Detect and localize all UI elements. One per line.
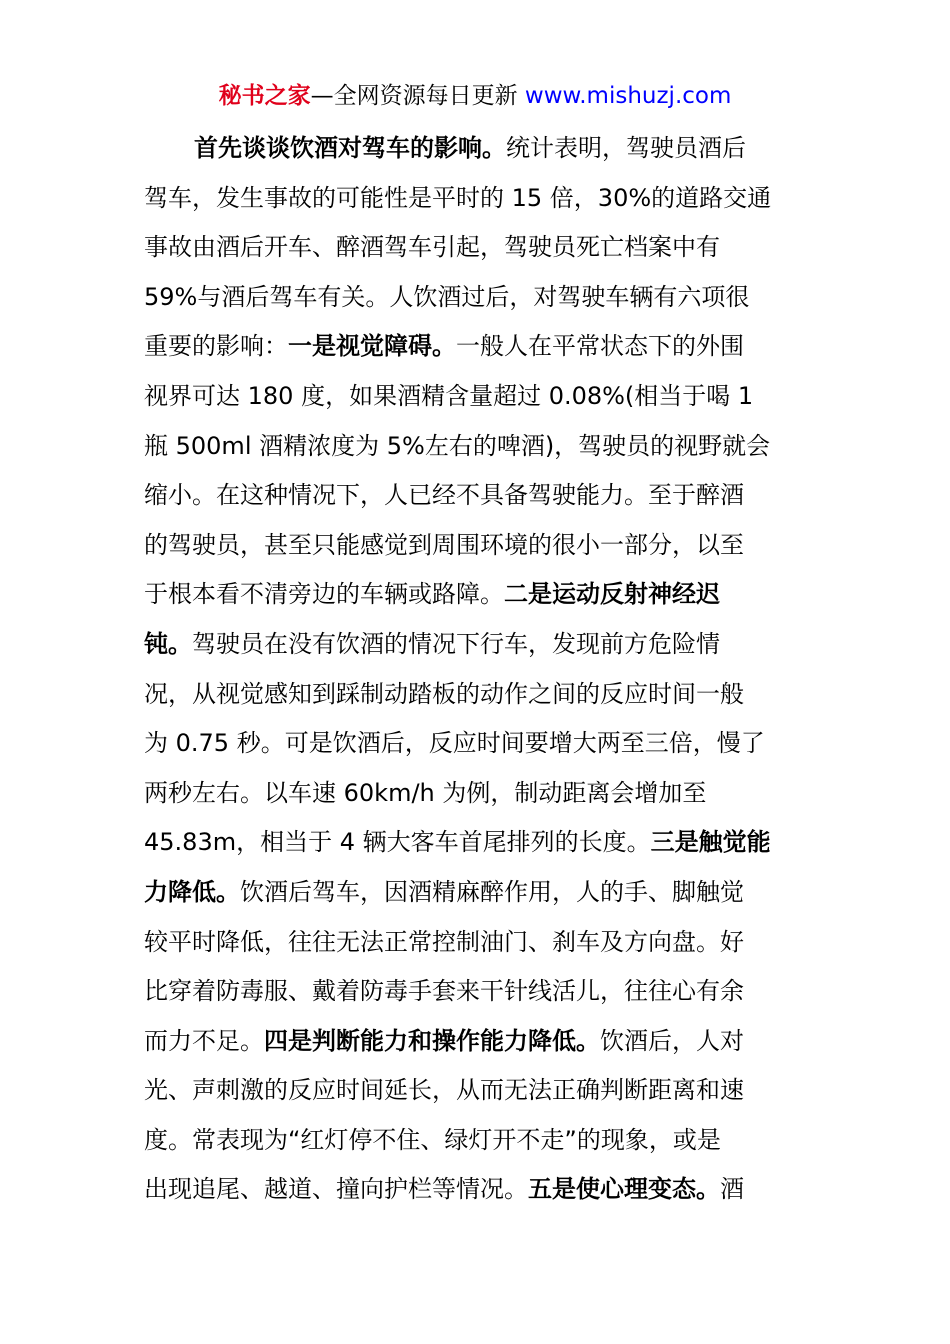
body-text-run: 出现追尾、越道、撞向护栏等情况。 [144, 1175, 528, 1204]
text-line [144, 670, 808, 720]
body-text-run: 比穿着防毒服、戴着防毒手套来干针线活儿，往往心有余 [144, 977, 744, 1006]
body-text-run: 饮酒后驾车，因酒精麻醉作用，人的手、脚触觉 [240, 877, 744, 906]
body-text-run: 酒 [720, 1175, 744, 1204]
body-text-run: 的驾驶员，甚至只能感觉到周围环境的很小一部分，以至 [144, 530, 744, 559]
text-line [144, 868, 808, 918]
text-line [144, 422, 808, 472]
site-url[interactable]: www.mishuzj.com [524, 83, 732, 109]
text-line [144, 521, 808, 571]
body-text-run: 光、声刺激的反应时间延长，从而无法正确判断距离和速 [144, 1076, 744, 1105]
body-text-run: 饮酒后，人对 [600, 1026, 744, 1055]
bold-heading-text: 五是使心理变态。 [528, 1175, 720, 1204]
text-line [144, 719, 808, 769]
text-line [144, 570, 808, 620]
bold-heading-text: 力降低。 [144, 877, 240, 906]
bold-heading-text: 首先谈谈饮酒对驾车的影响。 [194, 134, 506, 162]
body-text-run: 45.83m，相当于 4 辆大客车首尾排列的长度。 [144, 828, 651, 857]
bold-heading-text: 四是判断能力和操作能力降低。 [264, 1026, 600, 1055]
brand-name: 秘书之家 [218, 83, 311, 109]
page-header [0, 80, 950, 112]
body-text-run: 59%与酒后驾车有关。人饮酒过后，对驾驶车辆有六项很 [144, 282, 750, 311]
body-text-run: 重要的影响： [144, 332, 288, 361]
text-line [144, 1017, 808, 1067]
bold-heading-text: 三是触觉能 [650, 828, 771, 857]
body-text-run: 驾车，发生事故的可能性是平时的 15 倍，30%的道路交通 [144, 183, 772, 212]
body-text-run: 驾驶员在没有饮酒的情况下行车，发现前方危险情 [192, 629, 720, 658]
body-text-run: 事故由酒后开车、醉酒驾车引起，驾驶员死亡档案中有 [144, 233, 720, 262]
body-text-run: 两秒左右。以车速 60km/h 为例，制动距离会增加至 [144, 778, 707, 807]
text-line [144, 124, 808, 174]
text-line [144, 769, 808, 819]
text-line [144, 372, 808, 422]
body-text-run: 度。常表现为“红灯停不住、绿灯开不走”的现象，或是 [144, 1125, 721, 1154]
body-text-run: 瓶 500ml 酒精浓度为 5%左右的啤酒)，驾驶员的视野就会 [144, 431, 771, 460]
text-line [144, 967, 808, 1017]
text-line [144, 223, 808, 273]
text-line [144, 1165, 808, 1215]
text-line [144, 818, 808, 868]
text-line [144, 1116, 808, 1166]
body-text-run: 况，从视觉感知到踩制动踏板的动作之间的反应时间一般 [144, 679, 744, 708]
text-line [144, 918, 808, 968]
body-text-run: 而力不足。 [144, 1026, 264, 1055]
header-tagline: —全网资源每日更新 [310, 83, 525, 109]
bold-heading-text: 钝。 [144, 629, 192, 658]
bold-heading-text: 二是运动反射神经迟 [504, 580, 720, 609]
body-text-run: 为 0.75 秒。可是饮酒后，反应时间要增大两至三倍，慢了 [144, 729, 765, 758]
body-text-run: 缩小。在这种情况下，人已经不具备驾驶能力。至于醉酒 [144, 481, 744, 510]
body-text-run: 一般人在平常状态下的外围 [456, 332, 744, 361]
body-text-run: 视界可达 180 度，如果酒精含量超过 0.08%(相当于喝 1 [144, 381, 754, 410]
text-line [144, 322, 808, 372]
text-line [144, 620, 808, 670]
text-line [144, 174, 808, 224]
body-text-run: 较平时降低，往往无法正常控制油门、刹车及方向盘。好 [144, 927, 744, 956]
text-line [144, 273, 808, 323]
text-line [144, 471, 808, 521]
bold-heading-text: 一是视觉障碍。 [288, 332, 456, 361]
text-line [144, 1066, 808, 1116]
article-body [144, 124, 808, 1215]
body-text-run: 于根本看不清旁边的车辆或路障。 [144, 580, 504, 609]
body-text-run: 统计表明，驾驶员酒后 [506, 134, 746, 162]
